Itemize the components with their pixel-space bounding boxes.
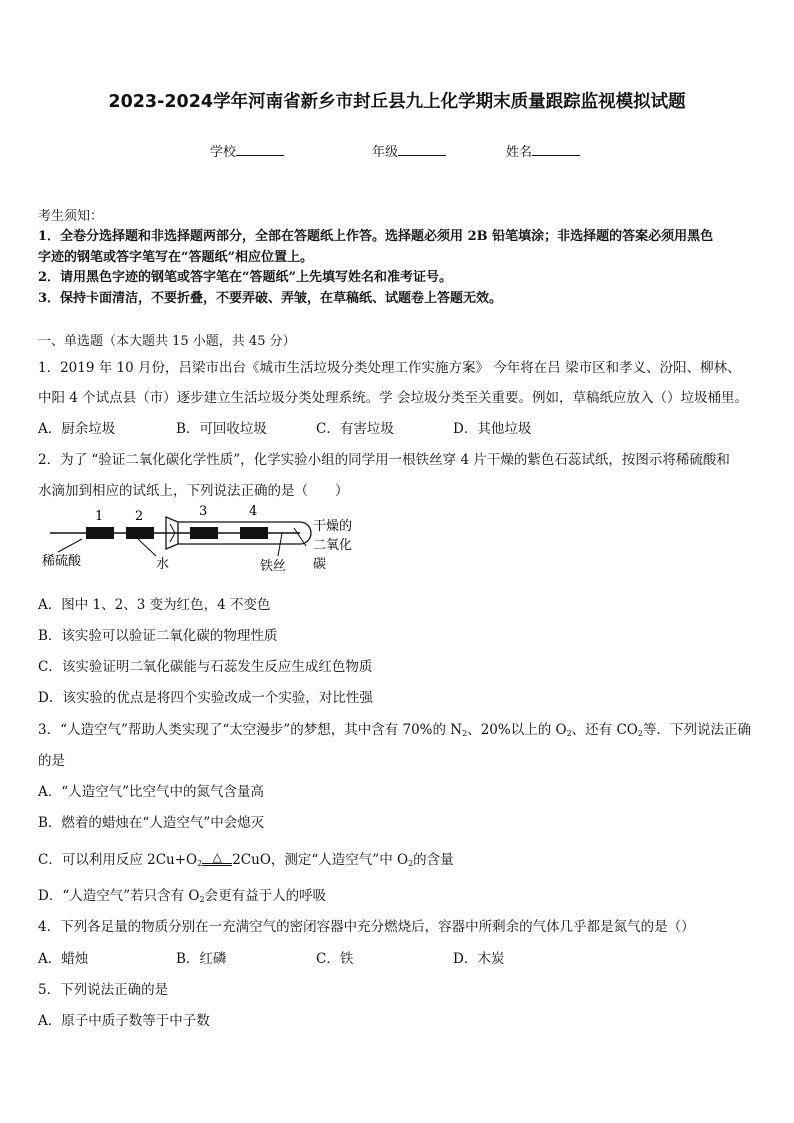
q3-option-a: A．“人造空气”比空气中的氮气含量高 xyxy=(38,784,265,800)
q2-option-b: B．该实验可以验证二氧化碳的物理性质 xyxy=(38,628,278,644)
water-leader xyxy=(138,539,156,556)
section-heading: 一、单选题（本大题共 15 小题，共 45 分） xyxy=(38,334,296,349)
q3-option-d: D．“人造空气”若只含有 $O_2$会更有益于人的呼吸 xyxy=(38,888,327,904)
q3-line-2: 的是 xyxy=(38,753,65,769)
experiment-diagram xyxy=(38,502,378,580)
q4-line-1: 4．下列各足量的物质分别在一充满空气的密闭容器中充分燃烧后，容器中所剩余的气体几乎都是氮气的是（） xyxy=(38,919,695,935)
co2-label-3: 碳 xyxy=(313,557,327,572)
co2-label-2: 二氧化 xyxy=(313,538,353,553)
q1-option-d: D．其他垃圾 xyxy=(453,421,532,437)
q3-line-1: 3．“人造空气”帮助人类实现了“太空漫步”的梦想，其中含有 70%的 $N_2$、20%以上的 $O_2$、还有 $CO_2$等．下列说法正确 xyxy=(38,722,751,738)
q1-line-1: 1．2019 年 10 月份，吕梁市出台《城市生活垃圾分类处理工作实施方案》 今年将在吕 梁市区和孝义、汾阳、柳林、 xyxy=(38,360,741,376)
q4-option-c: C．铁 xyxy=(316,951,354,967)
notice-item-3: 3．保持卡面清洁，不要折叠，不要弄破、弄皱，在草稿纸、试题卷上答题无效。 xyxy=(38,291,503,306)
q2-option-a: A．图中 1、2、3 变为红色，4 不变色 xyxy=(38,597,271,613)
acid-leader xyxy=(58,539,82,552)
litmus-paper-2 xyxy=(126,527,154,539)
wire-label: 铁丝 xyxy=(260,559,287,574)
heat-condition: △ xyxy=(202,851,232,866)
paper-number-2: 2 xyxy=(135,509,144,524)
paper-number-1: 1 xyxy=(95,509,104,524)
notice-item-2: 2．请用黑色字迹的钢笔或答字笔在“答题纸”上先填写姓名和准考证号。 xyxy=(38,270,453,285)
litmus-paper-1 xyxy=(86,527,114,539)
notice-item-1a: 1．全卷分选择题和非选择题两部分，全部在答题纸上作答。选择题必须用 2B 铅笔填涂；非选择题的答案必须用黑色 xyxy=(38,229,714,244)
paper-number-4: 4 xyxy=(249,504,258,519)
co2-label-1: 干燥的 xyxy=(313,519,353,534)
water-label: 水 xyxy=(156,557,170,572)
q5-line-1: 5．下列说法正确的是 xyxy=(38,982,169,998)
q3-option-b: B．燃着的蜡烛在“人造空气”中会熄灭 xyxy=(38,815,265,831)
q2-line-2: 水滴加到相应的试纸上，下列说法正确的是（ ） xyxy=(38,483,349,499)
litmus-paper-4 xyxy=(240,527,268,539)
q1-option-b: B．可回收垃圾 xyxy=(176,421,267,437)
page-title: 2023-2024学年河南省新乡市封丘县九上化学期末质量跟踪监视模拟试题 xyxy=(108,92,686,112)
notice-item-1b: 字迹的钢笔或答字笔写在“答题纸”相应位置上。 xyxy=(38,250,313,265)
q1-line-2: 中阳 4 个试点县（市）逐步建立生活垃圾分类处理系统。学 会垃圾分类至关重要。例如，草稿纸应放入（）垃圾桶里。 xyxy=(38,390,748,406)
litmus-paper-3 xyxy=(190,527,218,539)
q4-option-b: B．红磷 xyxy=(176,951,227,967)
grade-field: 年级 xyxy=(372,141,446,160)
notice-heading: 考生须知： xyxy=(38,209,104,224)
q1-option-a: A．厨余垃圾 xyxy=(38,421,116,437)
q3-option-c: C．可以利用反应 $2Cu+O_2$ △ 2CuO，测定“人造空气”中 $O_2$的含量 xyxy=(38,850,454,868)
q4-option-a: A．蜡烛 xyxy=(38,951,89,967)
q2-option-d: D．该实验的优点是将四个实验改成一个实验，对比性强 xyxy=(38,690,373,706)
name-field: 姓名 xyxy=(506,141,580,160)
q5-option-a: A．原子中质子数等于中子数 xyxy=(38,1013,210,1029)
paper-number-3: 3 xyxy=(199,504,208,519)
q1-option-c: C．有害垃圾 xyxy=(316,421,394,437)
school-field: 学校 xyxy=(210,141,284,160)
experiment-figure xyxy=(38,502,378,580)
q2-option-c: C．该实验证明二氧化碳能与石蕊发生反应生成红色物质 xyxy=(38,659,373,675)
q2-line-1: 2．为了 “验证二氧化碳化学性质”，化学实验小组的同学用一根铁丝穿 4 片干燥的紫色石蕊试纸，按图示将稀硫酸和 xyxy=(38,452,730,468)
q4-option-d: D．木炭 xyxy=(453,951,505,967)
co2-leader xyxy=(294,528,306,546)
acid-label: 稀硫酸 xyxy=(42,554,82,569)
